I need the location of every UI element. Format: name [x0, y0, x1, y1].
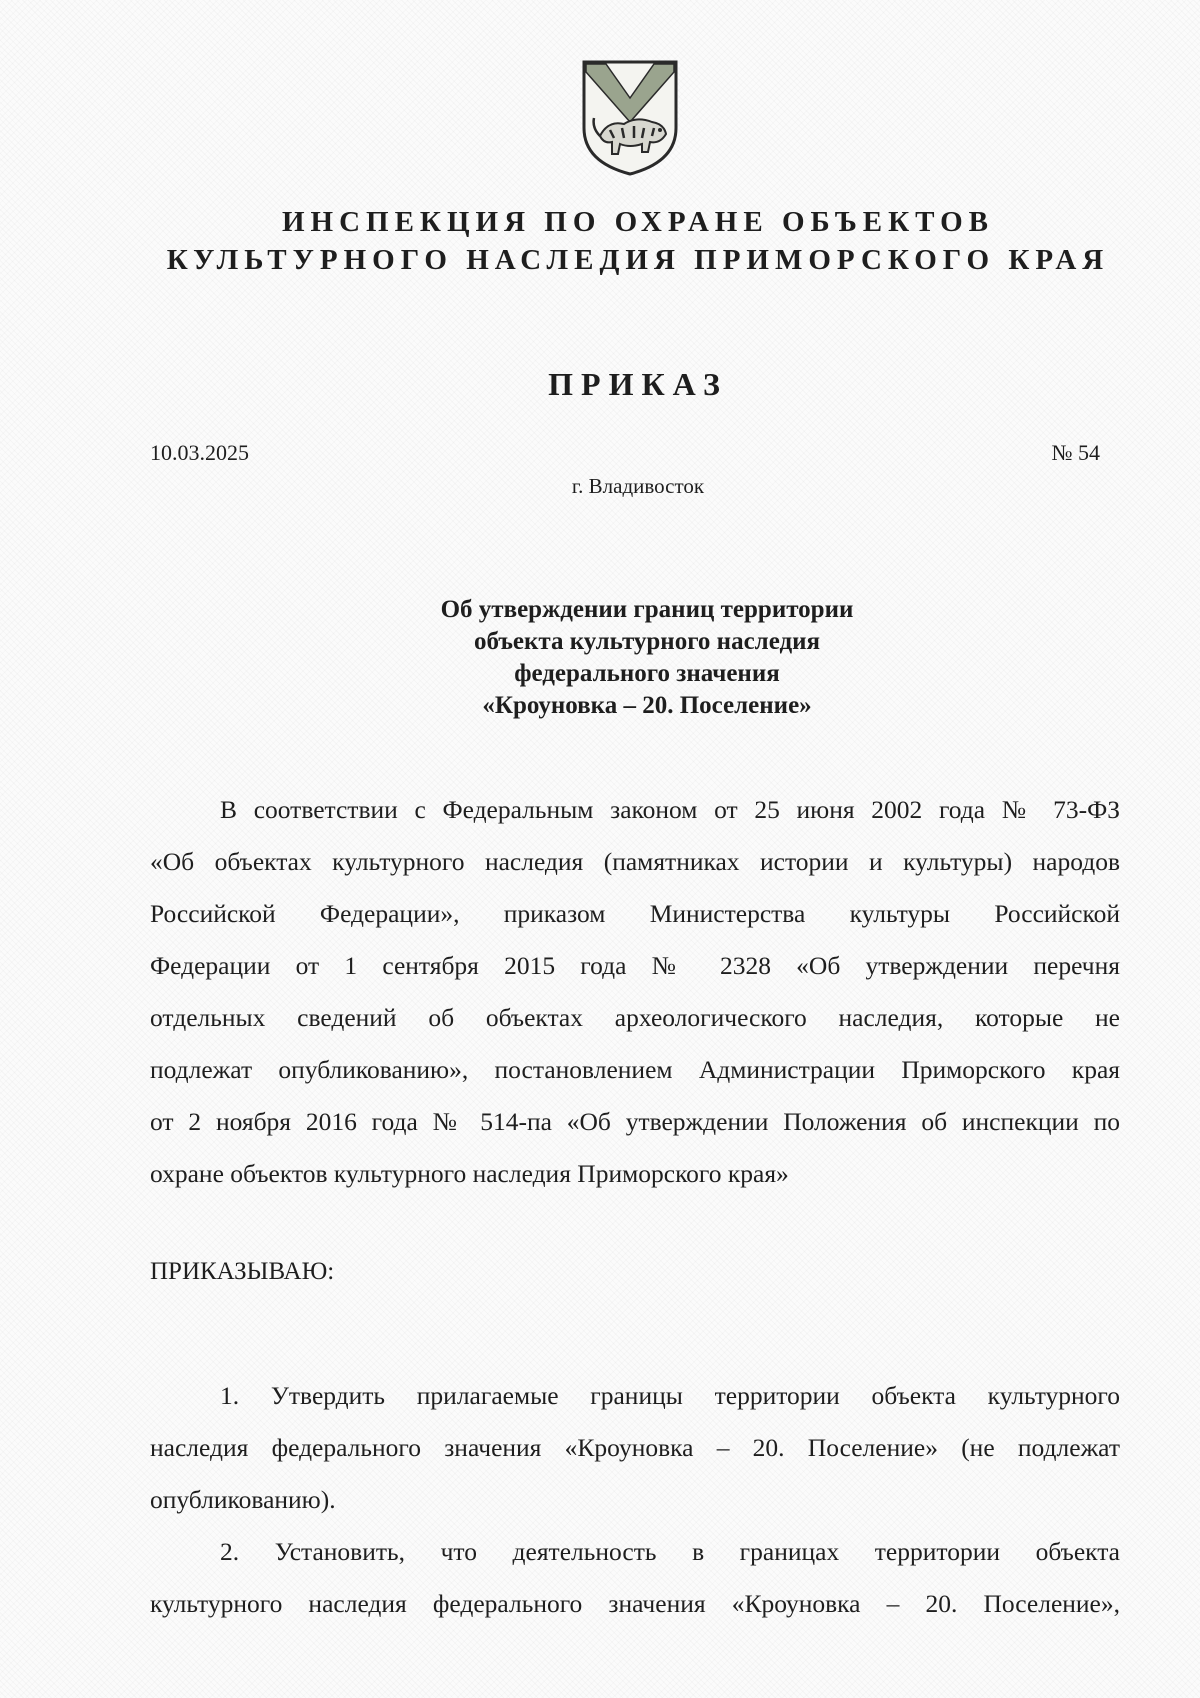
- subject-line: «Кроуновка – 20. Поселение»: [482, 692, 812, 719]
- paragraph-line: наследия федерального значения «Кроуновка – 20. Поселение» (не подлежат: [150, 1433, 1120, 1462]
- paragraph-line: Федерации от 1 сентября 2015 года № 2328 «Об утверждении перечня: [150, 951, 1120, 980]
- paragraph-line: «Об объектах культурного наследия (памятниках истории и культуры) народов: [150, 847, 1120, 876]
- subject-line: федерального значения: [514, 660, 780, 687]
- subject-line: Об утверждении границ территории: [440, 596, 854, 623]
- paragraph-line: охране объектов культурного наследия Приморского края»: [150, 1159, 789, 1188]
- paragraph-line: культурного наследия федерального значения «Кроуновка – 20. Поселение»,: [150, 1589, 1120, 1618]
- command-word: ПРИКАЗЫВАЮ:: [150, 1258, 335, 1285]
- paragraph-line: подлежат опубликованию», постановлением Администрации Приморского края: [150, 1055, 1120, 1084]
- preamble-paragraph: [150, 784, 1120, 1200]
- coat-of-arms-icon: [580, 58, 680, 176]
- paragraph-line: 2. Установить, что деятельность в границах территории объекта: [220, 1537, 1120, 1566]
- organization-name-line1: ИНСПЕКЦИЯ ПО ОХРАНЕ ОБЪЕКТОВ: [281, 206, 995, 238]
- paragraph-line: 1. Утвердить прилагаемые границы территории объекта культурного: [220, 1381, 1120, 1410]
- paragraph-line: Российской Федерации», приказом Министерства культуры Российской: [150, 899, 1120, 928]
- document-type-title: ПРИКАЗ: [548, 366, 728, 402]
- order-item-2: [150, 1526, 1120, 1630]
- paragraph-line: опубликованию).: [150, 1485, 336, 1514]
- subject-line: объекта культурного наследия: [473, 628, 821, 655]
- document-number: № 54: [1051, 440, 1100, 465]
- paragraph-line: В соответствии с Федеральным законом от 25 июня 2002 года № 73-ФЗ: [220, 795, 1120, 824]
- document-city: г. Владивосток: [571, 474, 705, 498]
- order-item-1: [150, 1370, 1120, 1526]
- paragraph-line: от 2 ноября 2016 года № 514-па «Об утверждении Положения об инспекции по: [150, 1107, 1120, 1136]
- organization-name-line2: КУЛЬТУРНОГО НАСЛЕДИЯ ПРИМОРСКОГО КРАЯ: [166, 244, 1110, 276]
- paragraph-line: отдельных сведений об объектах археологического наследия, которые не: [150, 1003, 1120, 1032]
- document-subject: [0, 594, 1200, 722]
- document-date: 10.03.2025: [150, 440, 249, 465]
